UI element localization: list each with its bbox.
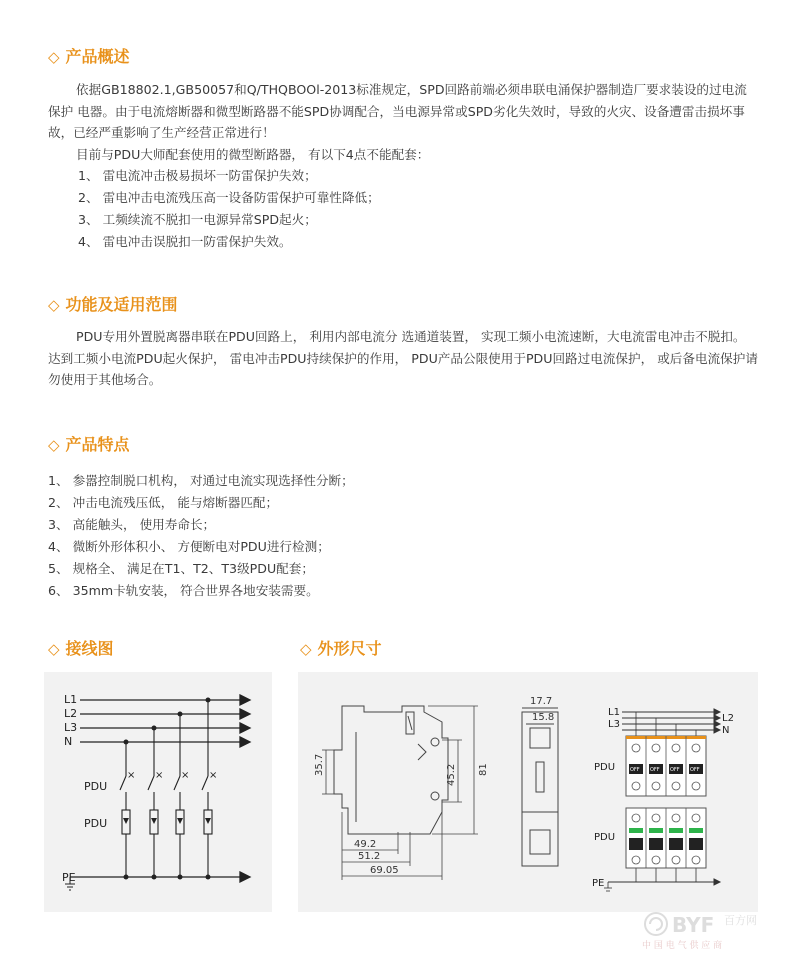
feature-item: 4、 微断外形体积小、 方便断电对PDU进行检测； bbox=[48, 539, 330, 554]
dimensions-panel bbox=[298, 672, 758, 912]
diamond-icon: ◇ bbox=[48, 436, 60, 454]
breaker-row-off bbox=[626, 736, 706, 796]
watermark-brand: BYF bbox=[672, 913, 715, 937]
section-title-dimensions: ◇ 外形尺寸 bbox=[300, 639, 382, 658]
line-label-l3: L3 bbox=[64, 721, 78, 734]
off-label: OFF bbox=[630, 767, 640, 773]
diamond-icon: ◇ bbox=[48, 296, 60, 314]
wiring-diagram-panel bbox=[44, 672, 272, 912]
section-title-overview: ◇ 产品概述 bbox=[48, 47, 130, 66]
watermark bbox=[638, 908, 788, 952]
pdu-label: PDU bbox=[594, 762, 616, 773]
watermark-sub: 中 国 电 气 供 应 商 bbox=[642, 941, 723, 951]
section-title-wiring: ◇ 接线图 bbox=[48, 639, 114, 658]
pdu-row bbox=[626, 808, 706, 868]
watermark-logo bbox=[638, 908, 788, 952]
dim-label: 35.7 bbox=[314, 753, 325, 776]
feature-item: 2、 冲击电流残压低， 能与熔断器匹配； bbox=[48, 495, 279, 510]
line-label-l1: L1 bbox=[64, 693, 78, 706]
pdu-label: PDU bbox=[594, 832, 616, 843]
watermark-brand-cn: 百方网 bbox=[724, 914, 757, 927]
overview-item: 4、 雷电冲击误脱扣一防雷保护失效。 bbox=[78, 234, 292, 249]
line-label-l2: L2 bbox=[722, 713, 734, 724]
dimensions-drawing bbox=[298, 672, 758, 912]
line-label-l3: L3 bbox=[608, 719, 620, 730]
wiring-diagram bbox=[44, 672, 272, 912]
ground-icon bbox=[604, 882, 612, 891]
off-label: OFF bbox=[690, 767, 700, 773]
diamond-icon: ◇ bbox=[48, 640, 60, 658]
overview-item: 1、 雷电流冲击极易损坏一防雷保护失效； bbox=[78, 168, 317, 183]
front-view bbox=[522, 708, 558, 866]
feature-item: 5、 规格全、 满足在T1、T2、T3级PDU配套； bbox=[48, 561, 314, 576]
dim-label: 49.2 bbox=[354, 839, 377, 850]
pdu-label: PDU bbox=[84, 817, 108, 830]
overview-paragraph: 依据GB18802.1,GB50057和Q/THQBOOl-2013标准规定，SPD回路前端必须串联电涌保护器制造厂要求装设的过电流保护 电器。由于电流熔断器和微型断路器不能SPD协调配合，当电源异常或SPD劣化失效时，导致的火灾、设备遭雷击损坏事故，已经严重影响了生产经营正常进行！ 目前与PDU大师配套使用的微型断路器， 有以下4点不能配套： bbox=[48, 82, 747, 162]
line-label-n: N bbox=[722, 725, 730, 736]
pe-label: PE bbox=[592, 878, 605, 889]
feature-item: 6、 35mm卡轨安装， 符合世界各地安装需要。 bbox=[48, 583, 319, 598]
watermark-swirl-icon bbox=[645, 913, 667, 935]
line-label-l1: L1 bbox=[608, 707, 620, 718]
function-paragraph: PDU专用外置脱离器串联在PDU回路上， 利用内部电流分 选通道装置， 实现工频小电流速断，大电流雷电冲击不脱扣。达到工频小电流PDU起火保护， 雷电冲击PDU持续保护的作用， PDU产品公限使用于PDU回路过电流保护， 或后备电流保护请勿使用于其他场合。 bbox=[48, 329, 758, 387]
section-title-function: ◇ 功能及适用范围 bbox=[48, 295, 178, 314]
off-label: OFF bbox=[650, 767, 660, 773]
diamond-icon: ◇ bbox=[300, 640, 312, 658]
section-title-features: ◇ 产品特点 bbox=[48, 435, 130, 454]
overview-item: 3、 工频续流不脱扣一电源异常SPD起火； bbox=[78, 212, 317, 227]
line-label-l2: L2 bbox=[64, 707, 78, 720]
dim-label: 81 bbox=[478, 763, 489, 776]
x-mark: × bbox=[127, 770, 136, 781]
feature-item: 1、 参嚣控制脱口机构， 对通过电流实现选择性分断； bbox=[48, 473, 354, 488]
line-label-n: N bbox=[64, 735, 73, 748]
dim-label: 17.7 bbox=[530, 696, 553, 707]
off-label: OFF bbox=[670, 767, 680, 773]
pdu-label: PDU bbox=[84, 780, 108, 793]
dim-label: 51.2 bbox=[358, 851, 381, 862]
overview-item: 2、 雷电冲击电流残压高一设备防雷保护可靠性降低； bbox=[78, 190, 380, 205]
side-view bbox=[334, 706, 448, 834]
diamond-icon: ◇ bbox=[48, 48, 60, 66]
pe-label: PE bbox=[62, 871, 76, 884]
x-mark: × bbox=[155, 770, 164, 781]
dim-label: 69.05 bbox=[370, 865, 399, 876]
feature-item: 3、 高能触头， 使用寿命长； bbox=[48, 517, 216, 532]
dim-label: 45.2 bbox=[446, 763, 457, 786]
x-mark: × bbox=[181, 770, 190, 781]
x-mark: × bbox=[209, 770, 218, 781]
dim-label: 15.8 bbox=[532, 712, 555, 723]
